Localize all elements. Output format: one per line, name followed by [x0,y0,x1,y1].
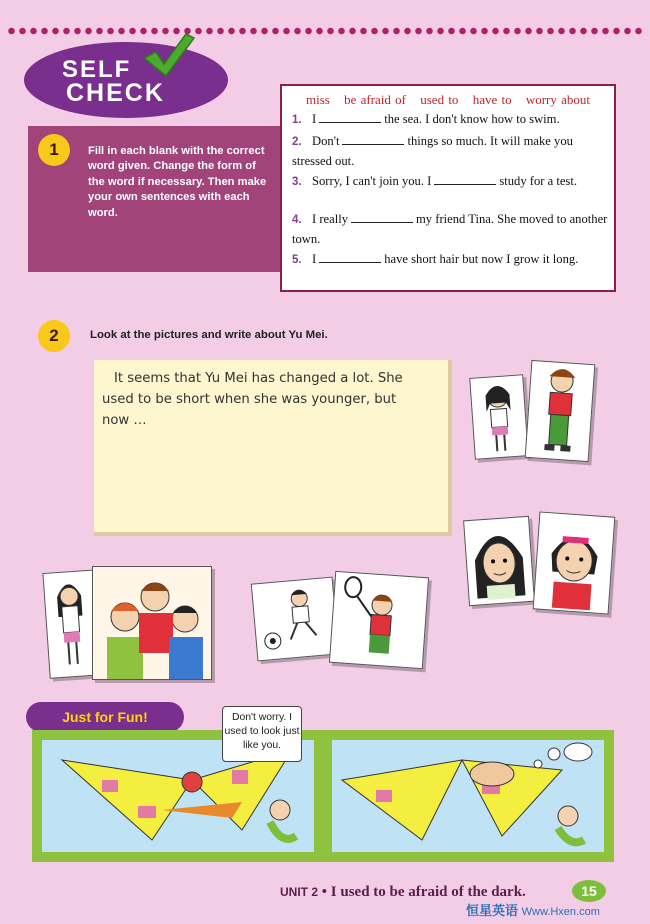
word-bank-item: used to [420,92,459,107]
page-number: 15 [572,880,606,902]
exercise-item: 4. I really my friend Tina. She moved to another town. [292,212,608,246]
yu-mei-young-picture [469,374,529,460]
section1-instruction: Fill in each blank with the correct word given. Change the form of the word if necessary. Then make your own sentences with each word. [88,145,267,219]
speech-bubble: Don't worry. I used to look just like you. [222,706,302,762]
dotted-border [6,26,646,36]
section2-instruction: Look at the pictures and write about Yu Mei. [90,329,328,341]
exercise-box [280,84,616,292]
writing-area[interactable] [94,360,452,536]
girl-face-illustration [464,517,534,605]
writing-text: It seems that Yu Mei has changed a lot. She used to be short when she was younger, but now … [102,371,403,428]
butterfly-caterpillar-illustration [332,740,604,852]
footer-unit-title [280,884,526,901]
section2-number: 2 [38,320,70,352]
word-bank-item: be afraid of [344,92,406,107]
girl-illustration [526,361,595,461]
group-picture-right [92,566,212,680]
answer-blank[interactable] [351,212,413,223]
exercise-item: 3. Sorry, I can't join you. I study for a test. [292,174,577,188]
friends-illustration [93,567,211,679]
girl-face-illustration [534,513,615,614]
tennis-illustration [330,572,428,668]
answer-blank[interactable] [434,174,496,185]
word-bank-item: worry about [525,92,591,107]
unit-label: UNIT 2 [280,885,319,899]
footer-bullet: • [321,884,331,900]
soccer-picture [251,577,339,662]
check-title: CHECK [66,79,165,107]
comic-panel-right [332,740,604,852]
yu-mei-young-face-picture [463,516,535,606]
answer-blank[interactable] [342,134,404,145]
just-for-fun-title: Just for Fun! [26,702,184,732]
section1-number: 1 [38,134,70,166]
exercise-item: 5. I have short hair but now I grow it long. [292,252,579,266]
word-bank-item: miss [305,92,330,107]
watermark-cn: 恒星英语 [466,903,519,918]
exercise-item: 1. I the sea. I don't know how to swim. [292,112,560,126]
comic-strip [32,730,614,862]
girl-illustration [470,375,527,458]
self-title: SELF [62,56,132,83]
answer-blank[interactable] [319,252,381,263]
yu-mei-now-face-picture [533,511,616,614]
word-bank-item: have to [472,92,512,107]
yu-mei-now-picture [525,360,596,462]
soccer-illustration [252,578,338,661]
word-bank [282,92,614,108]
checkmark-icon [140,30,196,80]
unit-title: I used to be afraid of the dark. [330,884,526,900]
tennis-picture [329,571,429,669]
watermark [466,900,600,919]
watermark-url: Www.Hxen.com [521,906,600,918]
exercise-item: 2. Don't things so much. It will make you stressed out. [292,134,573,168]
answer-blank[interactable] [319,112,381,123]
